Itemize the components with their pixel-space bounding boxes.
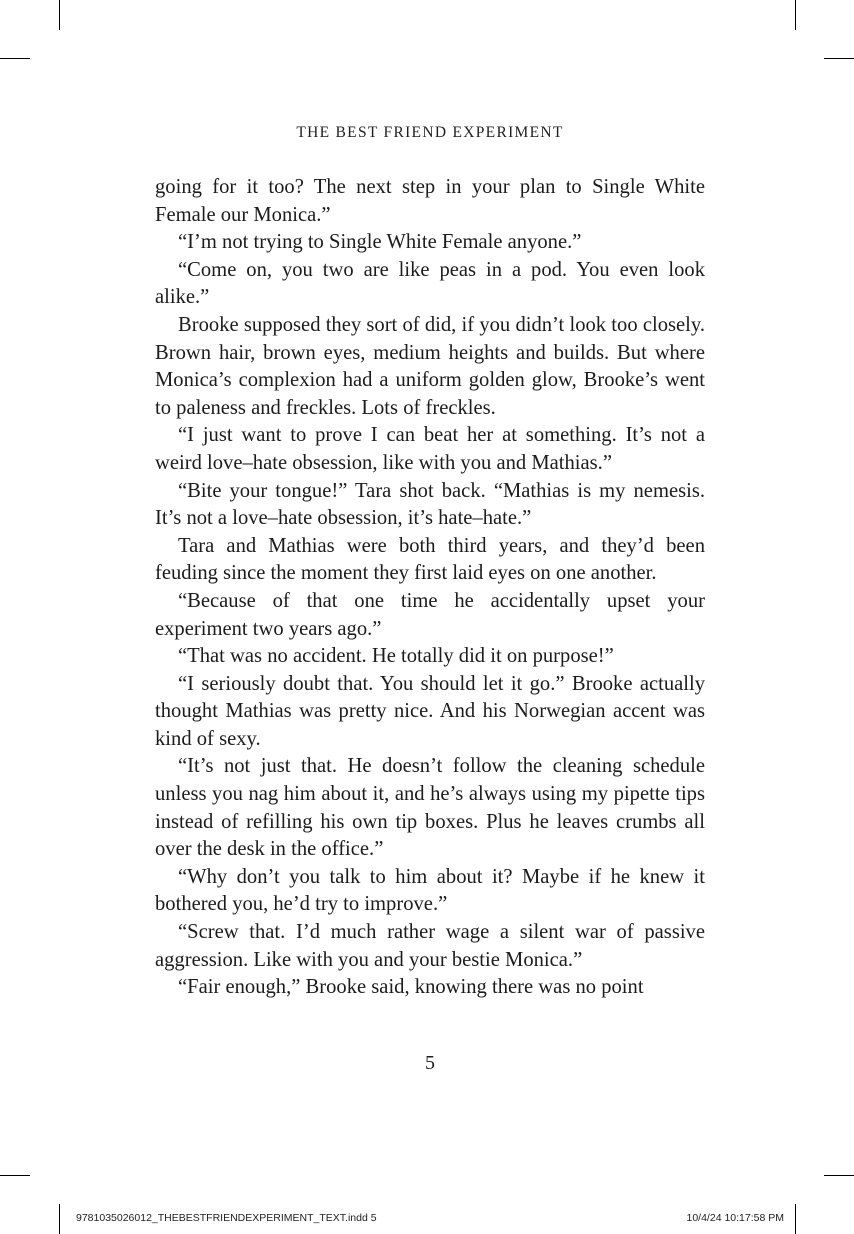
crop-mark <box>0 58 30 59</box>
print-slug <box>0 1212 854 1226</box>
crop-mark <box>824 1175 854 1176</box>
paragraph: going for it too? The next step in your plan to Single White Female our Monica.” <box>155 176 705 226</box>
paragraph: Tara and Mathias were both third years, and they’d been feuding since the moment they first laid eyes on one another. <box>155 534 705 585</box>
paragraph: “Why don’t you talk to him about it? Maybe if he knew it bothered you, he’d try to improve.” <box>155 865 705 916</box>
slug-timestamp: 10/4/24 10:17:58 PM <box>686 1212 784 1224</box>
paragraph: “I seriously doubt that. You should let it go.” Brooke actually thought Mathias was pretty nice. And his Norwegian accent was kind of sexy. <box>155 672 705 750</box>
crop-mark <box>59 0 60 30</box>
paragraph: “Fair enough,” Brooke said, knowing there was no point <box>178 976 644 999</box>
paragraph: “I’m not trying to Single White Female anyone.” <box>178 231 582 254</box>
paragraph: “I just want to prove I can beat her at something. It’s not a weird love–hate obsession, like with you and Mathias.” <box>155 424 705 474</box>
body-text <box>155 174 705 1002</box>
paragraph: “Come on, you two are like peas in a pod. You even look alike.” <box>155 258 705 309</box>
paragraph: “It’s not just that. He doesn’t follow the cleaning schedule unless you nag him about it, and he’s always using my pipette tips instead of refilling his own tip boxes. Plus he leaves crumbs all over the desk in the office.” <box>155 755 705 861</box>
crop-mark <box>795 0 796 30</box>
paragraph: “That was no accident. He totally did it on purpose!” <box>178 645 614 668</box>
crop-mark <box>0 1175 30 1176</box>
paragraph: “Bite your tongue!” Tara shot back. “Mathias is my nemesis. It’s not a love–hate obsession, it’s hate–hate.” <box>155 479 705 530</box>
paragraph: “Because of that one time he accidentally upset your experiment two years ago.” <box>155 589 705 640</box>
running-head: THE BEST FRIEND EXPERIMENT <box>296 124 564 141</box>
crop-mark <box>824 58 854 59</box>
slug-filename: 9781035026012_THEBESTFRIENDEXPERIMENT_TEXT.indd 5 <box>76 1212 377 1224</box>
paragraph: Brooke supposed they sort of did, if you didn’t look too closely. Brown hair, brown eyes, medium heights and builds. But where Monica’s complexion had a uniform golden glow, Brooke’s went to paleness and freckles. Lots of freckles. <box>155 313 705 419</box>
page-number: 5 <box>425 1052 435 1074</box>
paragraph: “Screw that. I’d much rather wage a silent war of passive aggression. Like with you and your bestie Monica.” <box>155 921 705 971</box>
